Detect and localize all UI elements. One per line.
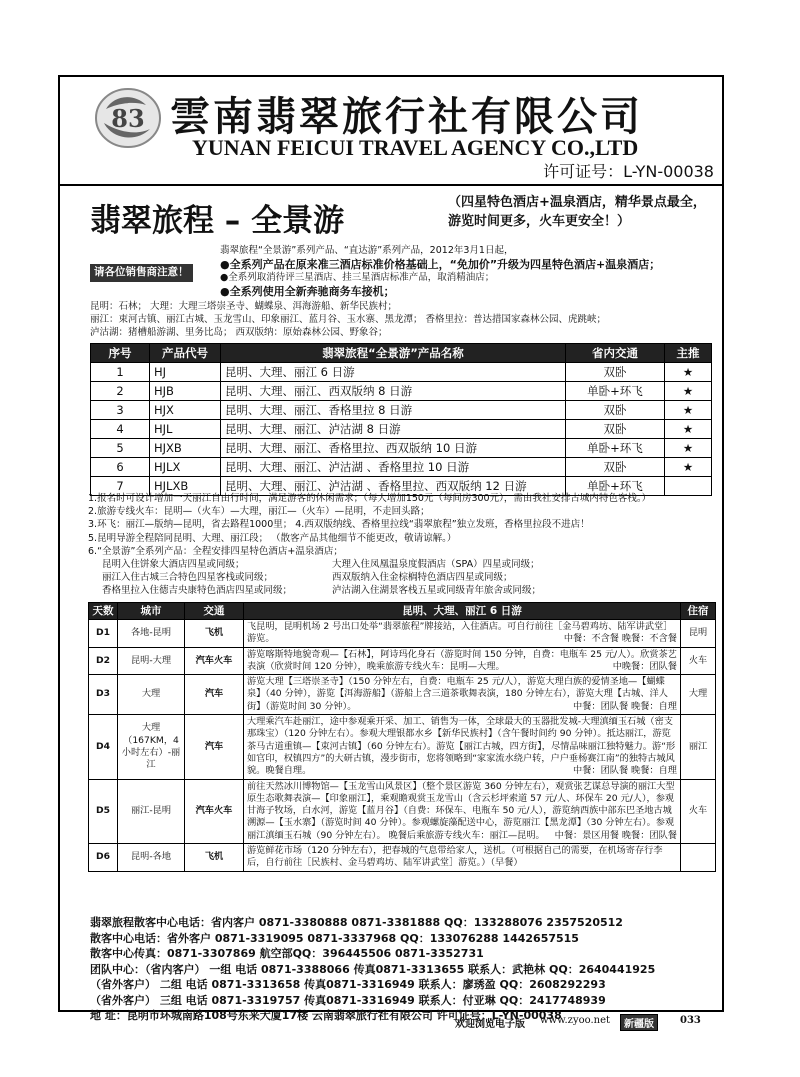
featured-star-icon: ★ [665,458,712,477]
route-code: HJX [150,401,221,420]
day-transport: 飞机 [185,844,244,872]
route-transport: 单卧+环飞 [566,439,665,458]
day-stay: 大理 [681,675,716,715]
day-stay [681,844,716,872]
contact-line: （省外客户） 二组 电话 0871-3313658 传真0871-3316949 联系人：廖琇盈 QQ：2608292293 [90,978,606,991]
route-transport: 双卧 [566,420,665,439]
route-no: 4 [91,420,150,439]
table-row [89,715,716,779]
contact-line: 地 址：昆明市环城南路108号东来大厦17楼 云南翡翠旅行社有限公司 许可证号：L-YN-00038 [90,1009,562,1022]
note-line: 5.昆明导游全程陪同昆明、大理、丽江段； （散客产品其他细节不能更改，敬请谅解。） [88,532,457,544]
table-row [91,401,712,420]
page-number: 033 [680,1015,701,1026]
table-row [91,382,712,401]
notice-tag: 请各位销售商注意！ [90,264,193,282]
route-code: HJXB [150,439,221,458]
col-day: 天数 [89,603,118,620]
route-no: 7 [91,477,150,496]
featured-star-icon: ★ [665,363,712,382]
col-stay: 住宿 [681,603,716,620]
svg-text:83: 83 [111,104,145,133]
table-row [89,779,716,843]
route-transport: 双卧 [566,363,665,382]
contact-block [90,915,715,1024]
route-transport: 双卧 [566,458,665,477]
hotel-line [88,584,713,597]
featured-star-icon: ★ [665,382,712,401]
day-meals: 中晚餐：团队餐 [612,660,677,672]
col-transport: 交通 [185,603,244,620]
day-description [244,779,681,843]
company-name-cn: 雲南翡翠旅行社有限公司 [170,93,643,140]
hotel-line [88,571,713,584]
company-name-en: YUNAN FEICUI TRAVEL AGENCY CO.,LTD [192,135,639,160]
col-name: 翡翠旅程“全景游”产品名称 [221,344,566,363]
day-desc-text: 游览喀斯特地貌奇观—【石林】，阿诗玛化身石（游览时间 150 分钟，自费：电瓶车 25 元/人）。欣赏茶艺表演（欣赏时间 120 分钟），晚乘旅游专线火车：昆明—大理。 [247,648,677,672]
notice-lines [220,244,700,298]
product-subtitle: （四星特色酒店+温泉酒店，精华景点最全，游览时间更多，火车更安全！） [448,195,706,229]
contact-line: 团队中心：（省内客户） 一组 电话 0871-3388066 传真0871-3313655 联系人：武艳林 QQ：2640441925 [90,962,656,976]
route-code: HJLX [150,458,221,477]
col-transport: 省内交通 [566,344,665,363]
day-description [244,620,681,648]
route-name: 昆明、大理、丽江、泸沽湖 、香格里拉 10 日游 [221,458,566,477]
contact-line: （省外客户） 三组 电话 0871-3319757 传真0871-3316949 联系人：付亚琳 QQ：2417748939 [90,993,606,1007]
route-no: 5 [91,439,150,458]
note-line: 3.环飞：丽江—版纳—昆明，省去路程1000里； 4.西双版纳线、香格里拉线“翡翠旅程”独立发班，香格里拉段不进店！ [88,519,590,531]
notice-line: ●全系列使用全新奔驰商务车接机； [220,284,395,298]
hotel-line [88,558,713,571]
day-transport: 汽车 [185,675,244,715]
day-city: 昆明-大理 [118,647,185,675]
contact-line: 翡翠旅程散客中心电话：省内客户 0871-3380888 0871-3381888 QQ：133288076 2357520512 [90,916,623,929]
footer-welcome: 欢迎浏览电子版 [455,1019,525,1030]
route-name: 昆明、大理、丽江 6 日游 [221,363,566,382]
day-desc-text: 飞昆明，昆明机场 2 号出口处举“翡翠旅程”牌接站，入住酒店。可自行前往［金马碧鸡坊、陆军讲武堂］游览。 [247,621,673,645]
day-transport: 汽车火车 [185,647,244,675]
itinerary-table [88,602,716,872]
note-line: 1.报名时可设计增加一天丽江自由行时间，满足游客的休闲需求；（每人增加150元（每间房300元），需由我社安排古城内特色客栈。） [88,493,652,504]
page-footer [0,1015,800,1029]
route-no: 6 [91,458,150,477]
day-desc-text: 前往天然冰川博物馆—【玉龙雪山风景区】（整个景区游览 360 分钟左右），观赏张艺谋总导演的丽江大型原生态歌舞表演—【印象丽江】，乘观瞻观赏玉龙雪山（含云杉坪索道 57 元/人、环保车 20 元/人），参观甘海子牧场，白水河，游览【蓝月谷】（自费：环保车、电瓶车 50 元/人），游览纳西族中部东巴圣地古城溯源—【玉水寨】（游览时间 40 分钟）。参观螺旋藻配送中心，游览丽江【黑龙潭】（30 分钟左右）。参观丽江滇缅玉石城（90 分钟左右）。 晚餐后乘旅游专线火车：丽江—昆明。 [247,780,675,841]
day-stay: 丽江 [681,715,716,779]
route-code: HJLXB [150,477,221,496]
table-row [89,844,716,872]
scenic-regions [90,300,710,339]
route-no: 1 [91,363,150,382]
route-name: 昆明、大理、丽江、泸沽湖 、香格里拉、西双版纳 12 日游 [221,477,566,496]
hotel-right: 泸沽湖入住湖景客栈五星或同级青年旅舍或同级； [332,585,542,597]
note-line: 6.“全景游”全系列产品：全程安排四星特色酒店+温泉酒店； [88,545,343,557]
day-desc-text: 大理乘汽车赴丽江，途中参观乘开采、加工、销售为一体，全球最大的玉器批发城-大理滇缅玉石城（密支那珠宝）（120 分钟左右）。参观大理银都水乡【新华民族村】（含午餐时间约 90 分钟）。抵达丽江，游览茶马古道重镇—【束河古镇】（60 分钟左右）。游览【丽江古城，四方街】，尽情品味丽江独特魅力。游“形如官印，权镇四方”的大研古镇，漫步街市，您将领略到“家家流水绕户转，户户垂杨赛江南”的独特古城风貌。晚餐自理。 [247,716,676,777]
company-logo-icon [94,87,162,149]
day-city: 大理 [118,675,185,715]
route-code: HJB [150,382,221,401]
route-table [90,343,712,496]
day-stay: 火车 [681,779,716,843]
route-name: 昆明、大理、丽江、泸沽湖 8 日游 [221,420,566,439]
route-transport: 双卧 [566,401,665,420]
license-number: 许可证号：L-YN-00038 [543,162,714,181]
hotel-right: 大理入住凤凰温泉度假酒店（SPA）四星或同级； [332,559,540,571]
day-transport: 汽车火车 [185,779,244,843]
route-no: 3 [91,401,150,420]
day-meals: 中餐：团队餐 晚餐：自理 [573,765,677,777]
col-itinerary: 昆明、大理、丽江 6 日游 [244,603,681,620]
day-stay: 火车 [681,647,716,675]
route-table-header [91,344,712,363]
footer-section-badge: 新疆版 [620,1014,658,1031]
contact-line: 散客中心传真：0871-3307869 航空部QQ：396445506 0871-3352731 [90,947,484,960]
day-city: 丽江-昆明 [118,779,185,843]
day-stay: 昆明 [681,620,716,648]
hotel-left: 香格里拉入住德吉央康特色酒店四星或同级； [102,585,293,597]
day-description [244,844,681,872]
route-transport: 单卧+环飞 [566,477,665,496]
table-row [91,439,712,458]
featured-star-icon: ★ [665,439,712,458]
day-label: D3 [89,675,118,715]
route-code: HJ [150,363,221,382]
day-description [244,647,681,675]
day-description [244,715,681,779]
footer-website-link[interactable]: www.zyoo.net [540,1015,611,1026]
route-name: 昆明、大理、丽江、西双版纳 8 日游 [221,382,566,401]
hotel-left: 昆明入住饼象大酒店四星或同级； [102,559,245,571]
day-meals: 中餐：景区用餐 晚餐：团队餐 [554,829,677,841]
notice-line: ●全系列产品在原来准三酒店标准价格基础上，“免加价”升级为四星特色酒店+温泉酒店； [220,257,661,271]
day-label: D1 [89,620,118,648]
day-desc-text: 游览鲜花市场（120 分钟左右），把春城的气息带给家人，送机。（可根据自己的需要，在机场寄存行李后，自行前往［民族村、金马碧鸡坊、陆军讲武堂］游览。）（早餐） [247,845,663,869]
day-label: D2 [89,647,118,675]
route-name: 昆明、大理、丽江、香格里拉、西双版纳 10 日游 [221,439,566,458]
route-notes [88,492,713,598]
col-code: 产品代号 [150,344,221,363]
col-city: 城市 [118,603,185,620]
route-name: 昆明、大理、丽江、香格里拉 8 日游 [221,401,566,420]
product-title: 翡翠旅程 – 全景游 [90,203,345,239]
day-label: D4 [89,715,118,779]
day-meals: 中餐：不含餐 晚餐：不含餐 [563,633,677,645]
day-city: 昆明-各地 [118,844,185,872]
notice-line: ●全系列取消待评三星酒店、挂三星酒店标准产品，取消精油店； [220,272,495,283]
table-row [91,458,712,477]
day-meals: 中餐：团队餐 晚餐：自理 [573,700,677,712]
hotel-right: 西双版纳入住金棕榈特色酒店四星或同级； [332,572,513,584]
notice-line: 翡翠旅程“全景游”系列产品、“直达游”系列产品，2012年3月1日起， [220,245,514,256]
day-description [244,675,681,715]
table-row [89,675,716,715]
note-line: 2.旅游专线火车：昆明—（火车）—大理，丽江—（火车）—昆明，不走回头路； [88,506,430,518]
featured-star-icon: ★ [665,401,712,420]
hotel-left: 丽江入住古城三合特色四星客栈或同级； [102,572,274,584]
itinerary-header [89,603,716,620]
table-row [91,420,712,439]
col-no: 序号 [91,344,150,363]
day-transport: 汽车 [185,715,244,779]
region-line: 昆明：石林； 大理：大理三塔崇圣寺、蝴蝶泉、洱海游船、新华民族村； [90,301,398,312]
day-city: 各地-昆明 [118,620,185,648]
day-transport: 飞机 [185,620,244,648]
route-no: 2 [91,382,150,401]
table-row [89,620,716,648]
route-code: HJL [150,420,221,439]
route-transport: 单卧+环飞 [566,382,665,401]
contact-line: 散客中心电话：省外客户 0871-3319095 0871-3337968 QQ：133076288 1442657515 [90,931,579,945]
company-header [60,77,722,186]
day-city: 大理（167KM，4 小时左右）-丽江 [118,715,185,779]
table-row [91,363,712,382]
day-label: D6 [89,844,118,872]
featured-star-icon: ★ [665,420,712,439]
col-featured: 主推 [665,344,712,363]
table-row [89,647,716,675]
region-line: 丽江：束河古镇、丽江古城、玉龙雪山、印象丽江、蓝月谷、玉水寨、黑龙潭； 香格里拉：普达措国家森林公园、虎跳峡； [90,314,607,325]
region-line: 泸沽湖：猪槽船游湖、里务比岛； 西双版纳：原始森林公园、野象谷； [90,327,388,338]
day-desc-text: 游览大理【三塔崇圣寺】（150 分钟左右，自费：电瓶车 25 元/人），游览大理白族的爱情圣地—【蝴蝶泉】（40 分钟），游览【洱海游船】（游船上含三道茶歌舞表演，180 分钟左右），游览大理【古城、洋人街】（游览时间 30 分钟）。 [247,676,668,712]
day-label: D5 [89,779,118,843]
